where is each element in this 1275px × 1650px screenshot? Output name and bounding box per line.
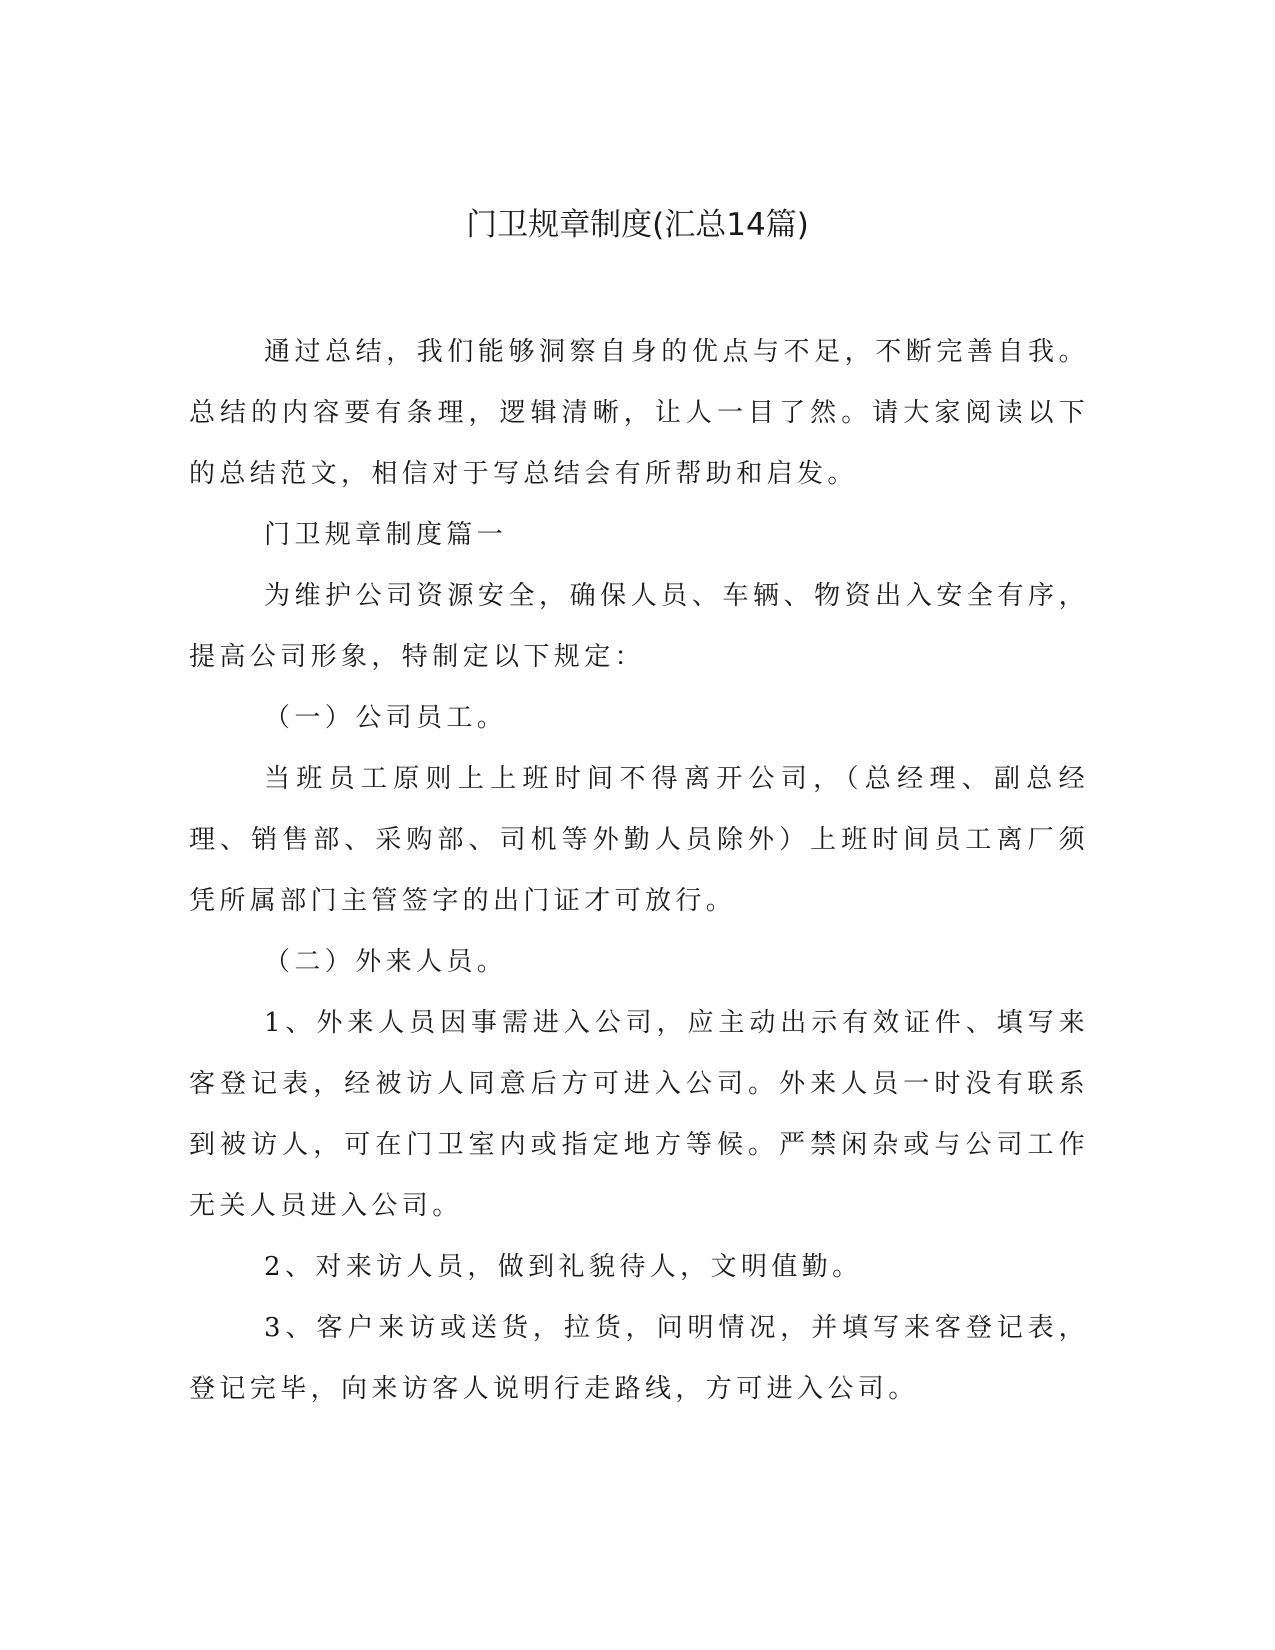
visitor-rule-1: 1、外来人员因事需进入公司，应主动出示有效证件、填写来客登记表，经被访人同意后方可进入公司。外来人员一时没有联系到被访人，可在门卫室内或指定地方等候。严禁闲杂或与公司工作无关人员进入公司。 bbox=[189, 1008, 1089, 1221]
staff-rule-paragraph: 当班员工原则上上班时间不得离开公司，（总经理、副总经理、销售部、采购部、司机等外勤人员除外）上班时间员工离厂须凭所属部门主管签字的出门证才可放行。 bbox=[189, 764, 1089, 916]
section-heading: 门卫规章制度篇一 bbox=[264, 520, 508, 550]
visitor-rule-3: 3、客户来访或送货，拉货，问明情况，并填写来客登记表，登记完毕，向来访客人说明行走路线，方可进入公司。 bbox=[189, 1313, 1089, 1404]
purpose-paragraph: 为维护公司资源安全，确保人员、车辆、物资出入安全有序，提高公司形象，特制定以下规定： bbox=[189, 581, 1089, 672]
subsection-heading-staff: （一）公司员工。 bbox=[264, 703, 508, 733]
subsection-heading-visitors: （二）外来人员。 bbox=[264, 947, 508, 977]
page-title: 门卫规章制度(汇总14篇) bbox=[466, 207, 809, 243]
visitor-rule-2: 2、对来访人员，做到礼貌待人，文明值勤。 bbox=[264, 1252, 863, 1282]
document-body bbox=[189, 322, 1089, 1420]
intro-paragraph: 通过总结，我们能够洞察自身的优点与不足，不断完善自我。总结的内容要有条理，逻辑清晰，让人一目了然。请大家阅读以下的总结范文，相信对于写总结会有所帮助和启发。 bbox=[189, 337, 1089, 489]
